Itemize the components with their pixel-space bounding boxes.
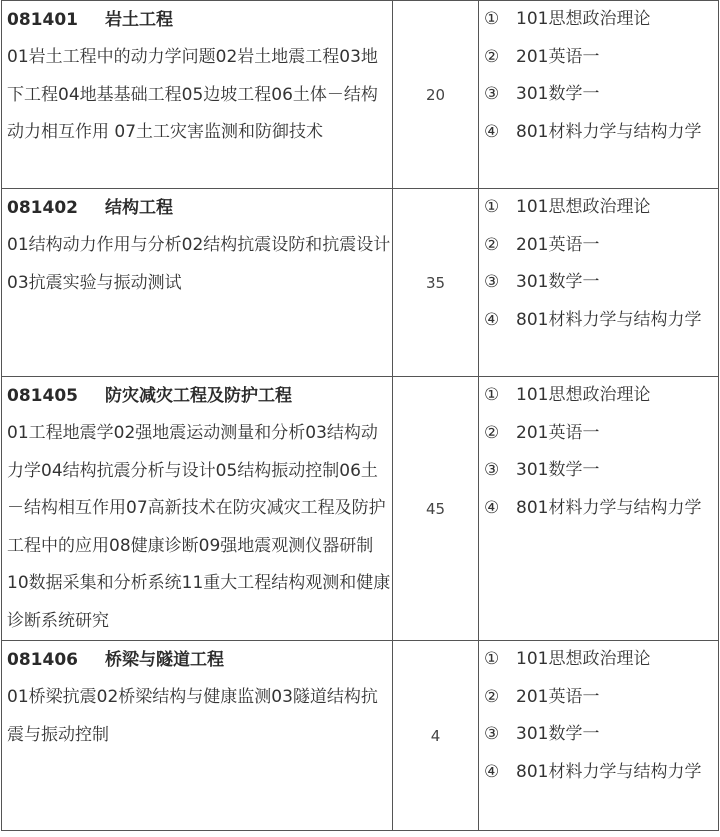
major-code: 081406 (7, 650, 78, 670)
exam-number: ① (484, 9, 500, 29)
major-name: 桥梁与隧道工程 (105, 650, 224, 670)
exam-item (484, 76, 718, 114)
exam-item (484, 114, 718, 152)
exam-number: ② (484, 422, 500, 443)
quota-cell (393, 377, 479, 641)
exam-list (484, 641, 718, 791)
exam-subject: 201英语一 (516, 686, 600, 707)
table-row (2, 1, 719, 189)
major-name: 防灾减灾工程及防护工程 (105, 386, 292, 406)
quota-cell (393, 1, 479, 189)
major-cell (2, 1, 393, 189)
exam-subject: 801材料力学与结构力学 (516, 761, 702, 782)
exam-item (484, 227, 718, 265)
major-heading (7, 1, 392, 39)
exam-item (484, 39, 718, 77)
exam-subject: 301数学一 (516, 460, 600, 480)
exam-number: ① (484, 385, 500, 405)
research-directions: 01工程地震学02强地震运动测量和分析03结构动力学04结构抗震分析与设计05结构振动控制06土－结构相互作用07高新技术在防灾减灾工程及防护工程中的应用08健康诊断09强地震观测仪器研制10数据采集和分析系统11重大工程结构观测和健康诊断系统研究 (7, 423, 391, 631)
table-row (2, 189, 719, 377)
exam-subject: 201英语一 (516, 422, 600, 443)
exam-item (484, 679, 718, 717)
exam-subject: 301数学一 (516, 272, 600, 292)
exam-item (484, 490, 718, 528)
exam-number: ④ (484, 309, 500, 330)
major-heading (7, 377, 392, 415)
exam-number: ③ (484, 460, 500, 480)
major-code: 081405 (7, 386, 78, 406)
exam-number: ③ (484, 84, 500, 104)
exam-cell (479, 1, 719, 189)
table-row (2, 641, 719, 831)
enrollment-quota: 4 (430, 727, 441, 745)
quota-cell (393, 189, 479, 377)
exam-subject: 801材料力学与结构力学 (516, 497, 702, 518)
exam-subject: 101思想政治理论 (516, 385, 651, 405)
exam-item (484, 641, 718, 679)
exam-number: ① (484, 197, 500, 217)
exam-item (484, 452, 718, 490)
research-directions: 01结构动力作用与分析02结构抗震设防和抗震设计03抗震实验与振动测试 (7, 235, 391, 293)
exam-subject: 301数学一 (516, 84, 600, 104)
exam-number: ③ (484, 724, 500, 744)
major-name: 结构工程 (105, 198, 173, 218)
exam-subject: 101思想政治理论 (516, 649, 651, 669)
research-directions: 01岩土工程中的动力学问题02岩土地震工程03地下工程04地基基础工程05边坡工程06土体－结构动力相互作用 07土工灾害监测和防御技术 (7, 47, 378, 142)
exam-subject: 801材料力学与结构力学 (516, 309, 702, 330)
exam-item (484, 302, 718, 340)
major-cell (2, 641, 393, 831)
exam-item (484, 264, 718, 302)
major-code: 081401 (7, 10, 78, 30)
quota-cell (393, 641, 479, 831)
exam-cell (479, 189, 719, 377)
exam-cell (479, 377, 719, 641)
exam-item (484, 415, 718, 453)
program-table (1, 0, 719, 831)
exam-subject: 101思想政治理论 (516, 197, 651, 217)
exam-number: ② (484, 234, 500, 255)
exam-subject: 801材料力学与结构力学 (516, 121, 702, 142)
exam-cell (479, 641, 719, 831)
enrollment-quota: 35 (425, 274, 446, 292)
exam-subject: 301数学一 (516, 724, 600, 744)
major-cell (2, 377, 393, 641)
exam-number: ② (484, 686, 500, 707)
research-directions: 01桥梁抗震02桥梁结构与健康监测03隧道结构抗震与振动控制 (7, 687, 378, 745)
exam-number: ③ (484, 272, 500, 292)
exam-item (484, 189, 718, 227)
exam-list (484, 1, 718, 151)
major-heading (7, 641, 392, 679)
exam-item (484, 1, 718, 39)
major-heading (7, 189, 392, 227)
exam-subject: 201英语一 (516, 46, 600, 67)
major-name: 岩土工程 (105, 10, 173, 30)
exam-item (484, 377, 718, 415)
exam-list (484, 377, 718, 527)
exam-subject: 201英语一 (516, 234, 600, 255)
major-cell (2, 189, 393, 377)
exam-subject: 101思想政治理论 (516, 9, 651, 29)
exam-item (484, 754, 718, 792)
major-code: 081402 (7, 198, 78, 218)
exam-list (484, 189, 718, 339)
enrollment-quota: 20 (425, 86, 446, 104)
enrollment-quota: 45 (425, 500, 446, 518)
exam-number: ④ (484, 121, 500, 142)
exam-number: ① (484, 649, 500, 669)
exam-number: ② (484, 46, 500, 67)
table-row (2, 377, 719, 641)
exam-item (484, 716, 718, 754)
exam-number: ④ (484, 497, 500, 518)
exam-number: ④ (484, 761, 500, 782)
